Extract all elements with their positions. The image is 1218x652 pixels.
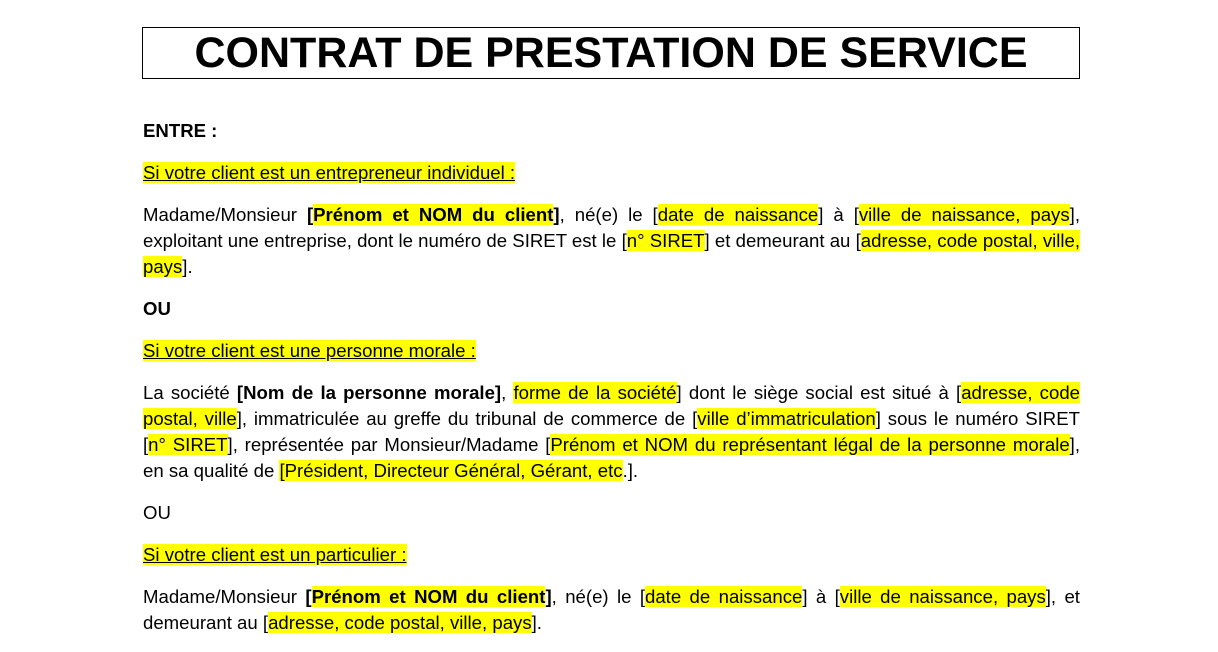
text-segment: ], représentée par Monsieur/Madame [	[227, 434, 551, 455]
text-segment: ] à [	[818, 204, 859, 225]
placeholder-field: Prénom et NOM du client	[313, 204, 554, 225]
text-segment: ]	[553, 204, 560, 225]
text-segment: ] et demeurant au [	[704, 230, 861, 251]
placeholder-field: forme de la société	[513, 382, 677, 403]
text-segment: ], et demeurant au [	[143, 586, 1080, 633]
text-segment: OU	[143, 502, 171, 523]
text-segment: La société	[143, 382, 237, 403]
paragraph-body	[143, 380, 1080, 484]
placeholder-field: adresse, code postal, ville, pays	[143, 230, 1081, 277]
placeholder-field: date de naissance	[645, 586, 803, 607]
paragraph-plain	[143, 500, 1080, 526]
paragraph-option	[143, 160, 1080, 186]
text-segment: ] sous le numéro SIRET [	[143, 408, 1080, 455]
text-segment: [	[305, 586, 312, 607]
text-segment: ENTRE :	[143, 120, 218, 141]
text-segment: .].	[622, 460, 639, 481]
paragraph-heading	[143, 296, 1080, 322]
paragraph-heading	[143, 118, 1080, 144]
text-segment: ] à [	[802, 586, 840, 607]
placeholder-field: Prénom et NOM du client	[311, 586, 546, 607]
text-segment: ]	[545, 586, 552, 607]
placeholder-field: Si votre client est une personne morale :	[143, 340, 476, 361]
placeholder-field: Prénom et NOM du représentant légal de la personne morale	[550, 434, 1070, 455]
paragraph-body	[143, 584, 1080, 636]
placeholder-field: [Président, Directeur Général, Gérant, etc	[279, 460, 623, 481]
placeholder-field: ville de naissance, pays	[839, 586, 1046, 607]
placeholder-field: adresse, code postal, ville, pays	[268, 612, 532, 633]
placeholder-field: Si votre client est un entrepreneur individuel :	[143, 162, 516, 183]
text-segment: ], en sa qualité de	[143, 434, 1081, 481]
text-segment: ].	[182, 256, 193, 277]
document-title: CONTRAT DE PRESTATION DE SERVICE	[142, 27, 1080, 79]
text-segment: ,	[501, 382, 514, 403]
text-segment: ].	[531, 612, 542, 633]
text-segment: [Nom de la personne morale]	[236, 382, 502, 403]
text-segment: ] dont le siège social est situé à [	[676, 382, 962, 403]
text-segment: [	[306, 204, 314, 225]
text-segment: , né(e) le [	[559, 204, 658, 225]
placeholder-field: n° SIRET	[148, 434, 228, 455]
paragraph-option	[143, 338, 1080, 364]
placeholder-field: ville d’immatriculation	[697, 408, 876, 429]
text-segment: , né(e) le [	[551, 586, 645, 607]
text-segment: Madame/Monsieur	[143, 586, 306, 607]
paragraph-body	[143, 202, 1080, 280]
text-segment: OU	[143, 298, 171, 319]
text-segment: Madame/Monsieur	[143, 204, 307, 225]
text-segment: ], immatriculée au greffe du tribunal de commerce de [	[236, 408, 698, 429]
placeholder-field: adresse, code postal, ville	[143, 382, 1080, 429]
document-body	[143, 118, 1080, 652]
placeholder-field: n° SIRET	[626, 230, 705, 251]
placeholder-field: Si votre client est un particulier :	[143, 544, 407, 565]
placeholder-field: date de naissance	[657, 204, 819, 225]
paragraph-option	[143, 542, 1080, 568]
text-segment: ], exploitant une entreprise, dont le numéro de SIRET est le [	[143, 204, 1080, 251]
placeholder-field: ville de naissance, pays	[858, 204, 1070, 225]
